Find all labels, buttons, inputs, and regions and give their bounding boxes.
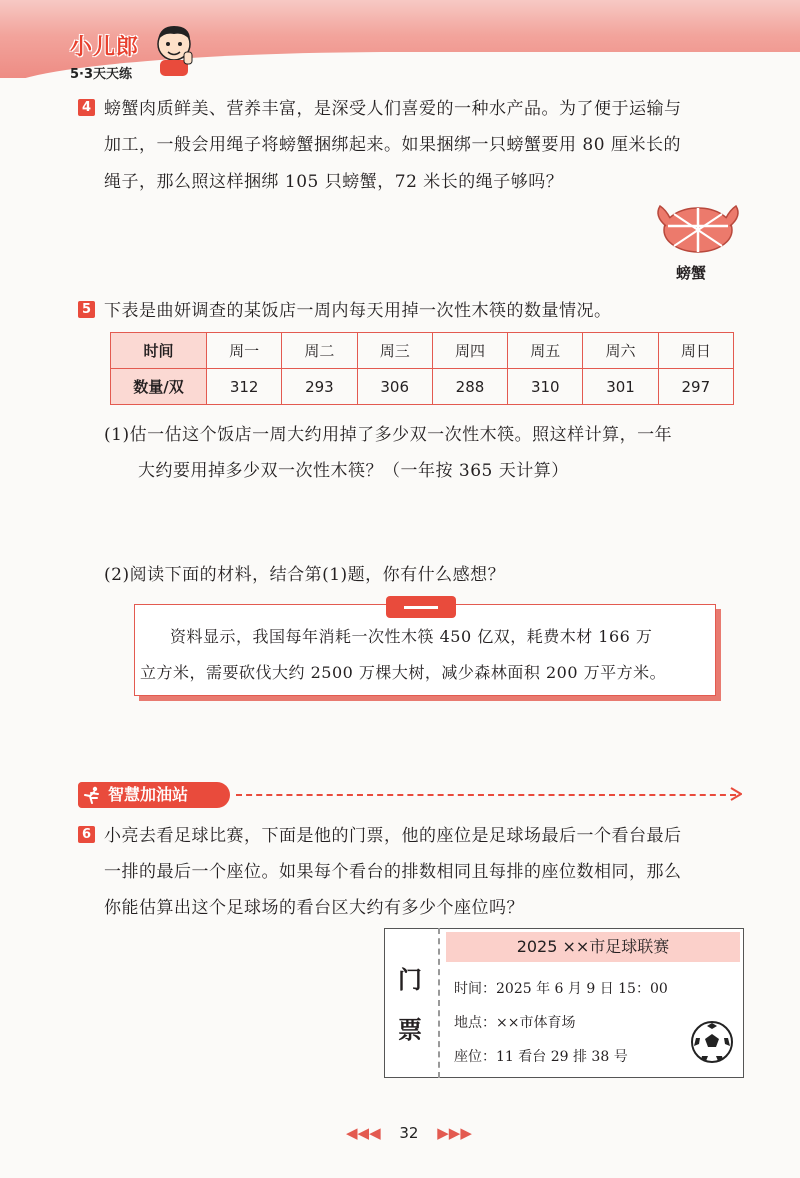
running-figure-icon <box>82 786 102 804</box>
q6-line-2: 一排的最后一个座位。如果每个看台的排数相同且每排的座位数相同，那么 <box>104 862 682 882</box>
table-cell-day: 周三 <box>357 333 432 369</box>
question-number-5: 5 <box>78 301 95 318</box>
series-name: 5·3天天练 <box>70 67 133 82</box>
table-header-time: 时间 <box>111 333 207 369</box>
q4-line-1: 螃蟹肉质鲜美、营养丰富，是深受人们喜爱的一种水产品。为了便于运输与 <box>104 99 682 119</box>
arrow-right-icon <box>730 787 742 801</box>
q5-sub1-line-1: (1)估一估这个饭店一周大约用掉了多少双一次性木筷。照这样计算，一年 <box>104 425 673 445</box>
q4-line-2: 加工，一般会用绳子将螃蟹捆绑起来。如果捆绑一只螃蟹要用 80 厘米长的 <box>104 135 681 155</box>
footer-right-arrows: ▶▶▶ <box>437 1124 472 1142</box>
brand-logo <box>70 30 139 82</box>
table-cell-day: 周日 <box>658 333 733 369</box>
page-number: 32 <box>399 1124 419 1142</box>
table-cell-day: 周四 <box>432 333 507 369</box>
chopsticks-table <box>110 332 734 405</box>
table-cell-value: 288 <box>432 369 507 405</box>
mascot-icon <box>150 22 198 78</box>
material-line-1: 资料显示，我国每年消耗一次性木筷 450 亿双，耗费木材 166 万 <box>170 627 653 646</box>
ticket-stub <box>384 928 440 1078</box>
q5-intro: 下表是曲妍调查的某饭店一周内每天用掉一次性木筷的数量情况。 <box>104 301 612 321</box>
table-cell-value: 293 <box>282 369 357 405</box>
table-cell-value: 301 <box>583 369 658 405</box>
brand-name: 小儿郎 <box>70 35 140 60</box>
question-number-4: 4 <box>78 99 95 116</box>
q6-line-1: 小亮去看足球比赛，下面是他的门票，他的座位是足球场最后一个看台最后 <box>104 826 682 846</box>
section-divider <box>236 794 736 796</box>
section-title-bar: 智慧加油站 <box>78 782 230 808</box>
table-header-quantity: 数量/双 <box>111 369 207 405</box>
soccer-ball-icon <box>690 1020 734 1064</box>
page-footer <box>346 1124 472 1142</box>
ticket-title: 2025 ××市足球联赛 <box>446 932 740 962</box>
ticket-seat: 座位：11 看台 29 排 38 号 <box>454 1049 628 1065</box>
table-cell-day: 周二 <box>282 333 357 369</box>
q4-line-3: 绳子，那么照这样捆绑 105 只螃蟹，72 米长的绳子够吗？ <box>104 172 564 192</box>
table-row-days <box>111 333 734 369</box>
material-tab <box>386 596 456 618</box>
question-number-6: 6 <box>78 826 95 843</box>
table-row-values <box>111 369 734 405</box>
ticket-time: 时间：2025 年 6 月 9 日 15：00 <box>454 981 668 997</box>
table-cell-value: 310 <box>508 369 583 405</box>
q5-sub1-line-2: 大约要用掉多少双一次性木筷？（一年按 365 天计算） <box>138 461 569 481</box>
table-cell-value: 306 <box>357 369 432 405</box>
table-cell-value: 297 <box>658 369 733 405</box>
crab-label: 螃蟹 <box>676 264 707 282</box>
q5-sub2: (2)阅读下面的材料，结合第(1)题，你有什么感想？ <box>104 565 506 585</box>
table-cell-day: 周一 <box>207 333 282 369</box>
q6-line-3: 你能估算出这个足球场的看台区大约有多少个座位吗？ <box>104 898 524 918</box>
ticket-stub-bottom: 票 <box>398 1016 422 1044</box>
material-line-2: 立方米，需要砍伐大约 2500 万棵大树，减少森林面积 200 万平方米。 <box>140 663 667 682</box>
ticket-stub-top: 门 <box>398 966 422 994</box>
footer-left-arrows: ◀◀◀ <box>346 1124 381 1142</box>
table-cell-value: 312 <box>207 369 282 405</box>
table-cell-day: 周五 <box>508 333 583 369</box>
crab-icon <box>652 196 744 256</box>
ticket-place: 地点：××市体育场 <box>454 1015 576 1031</box>
table-cell-day: 周六 <box>583 333 658 369</box>
